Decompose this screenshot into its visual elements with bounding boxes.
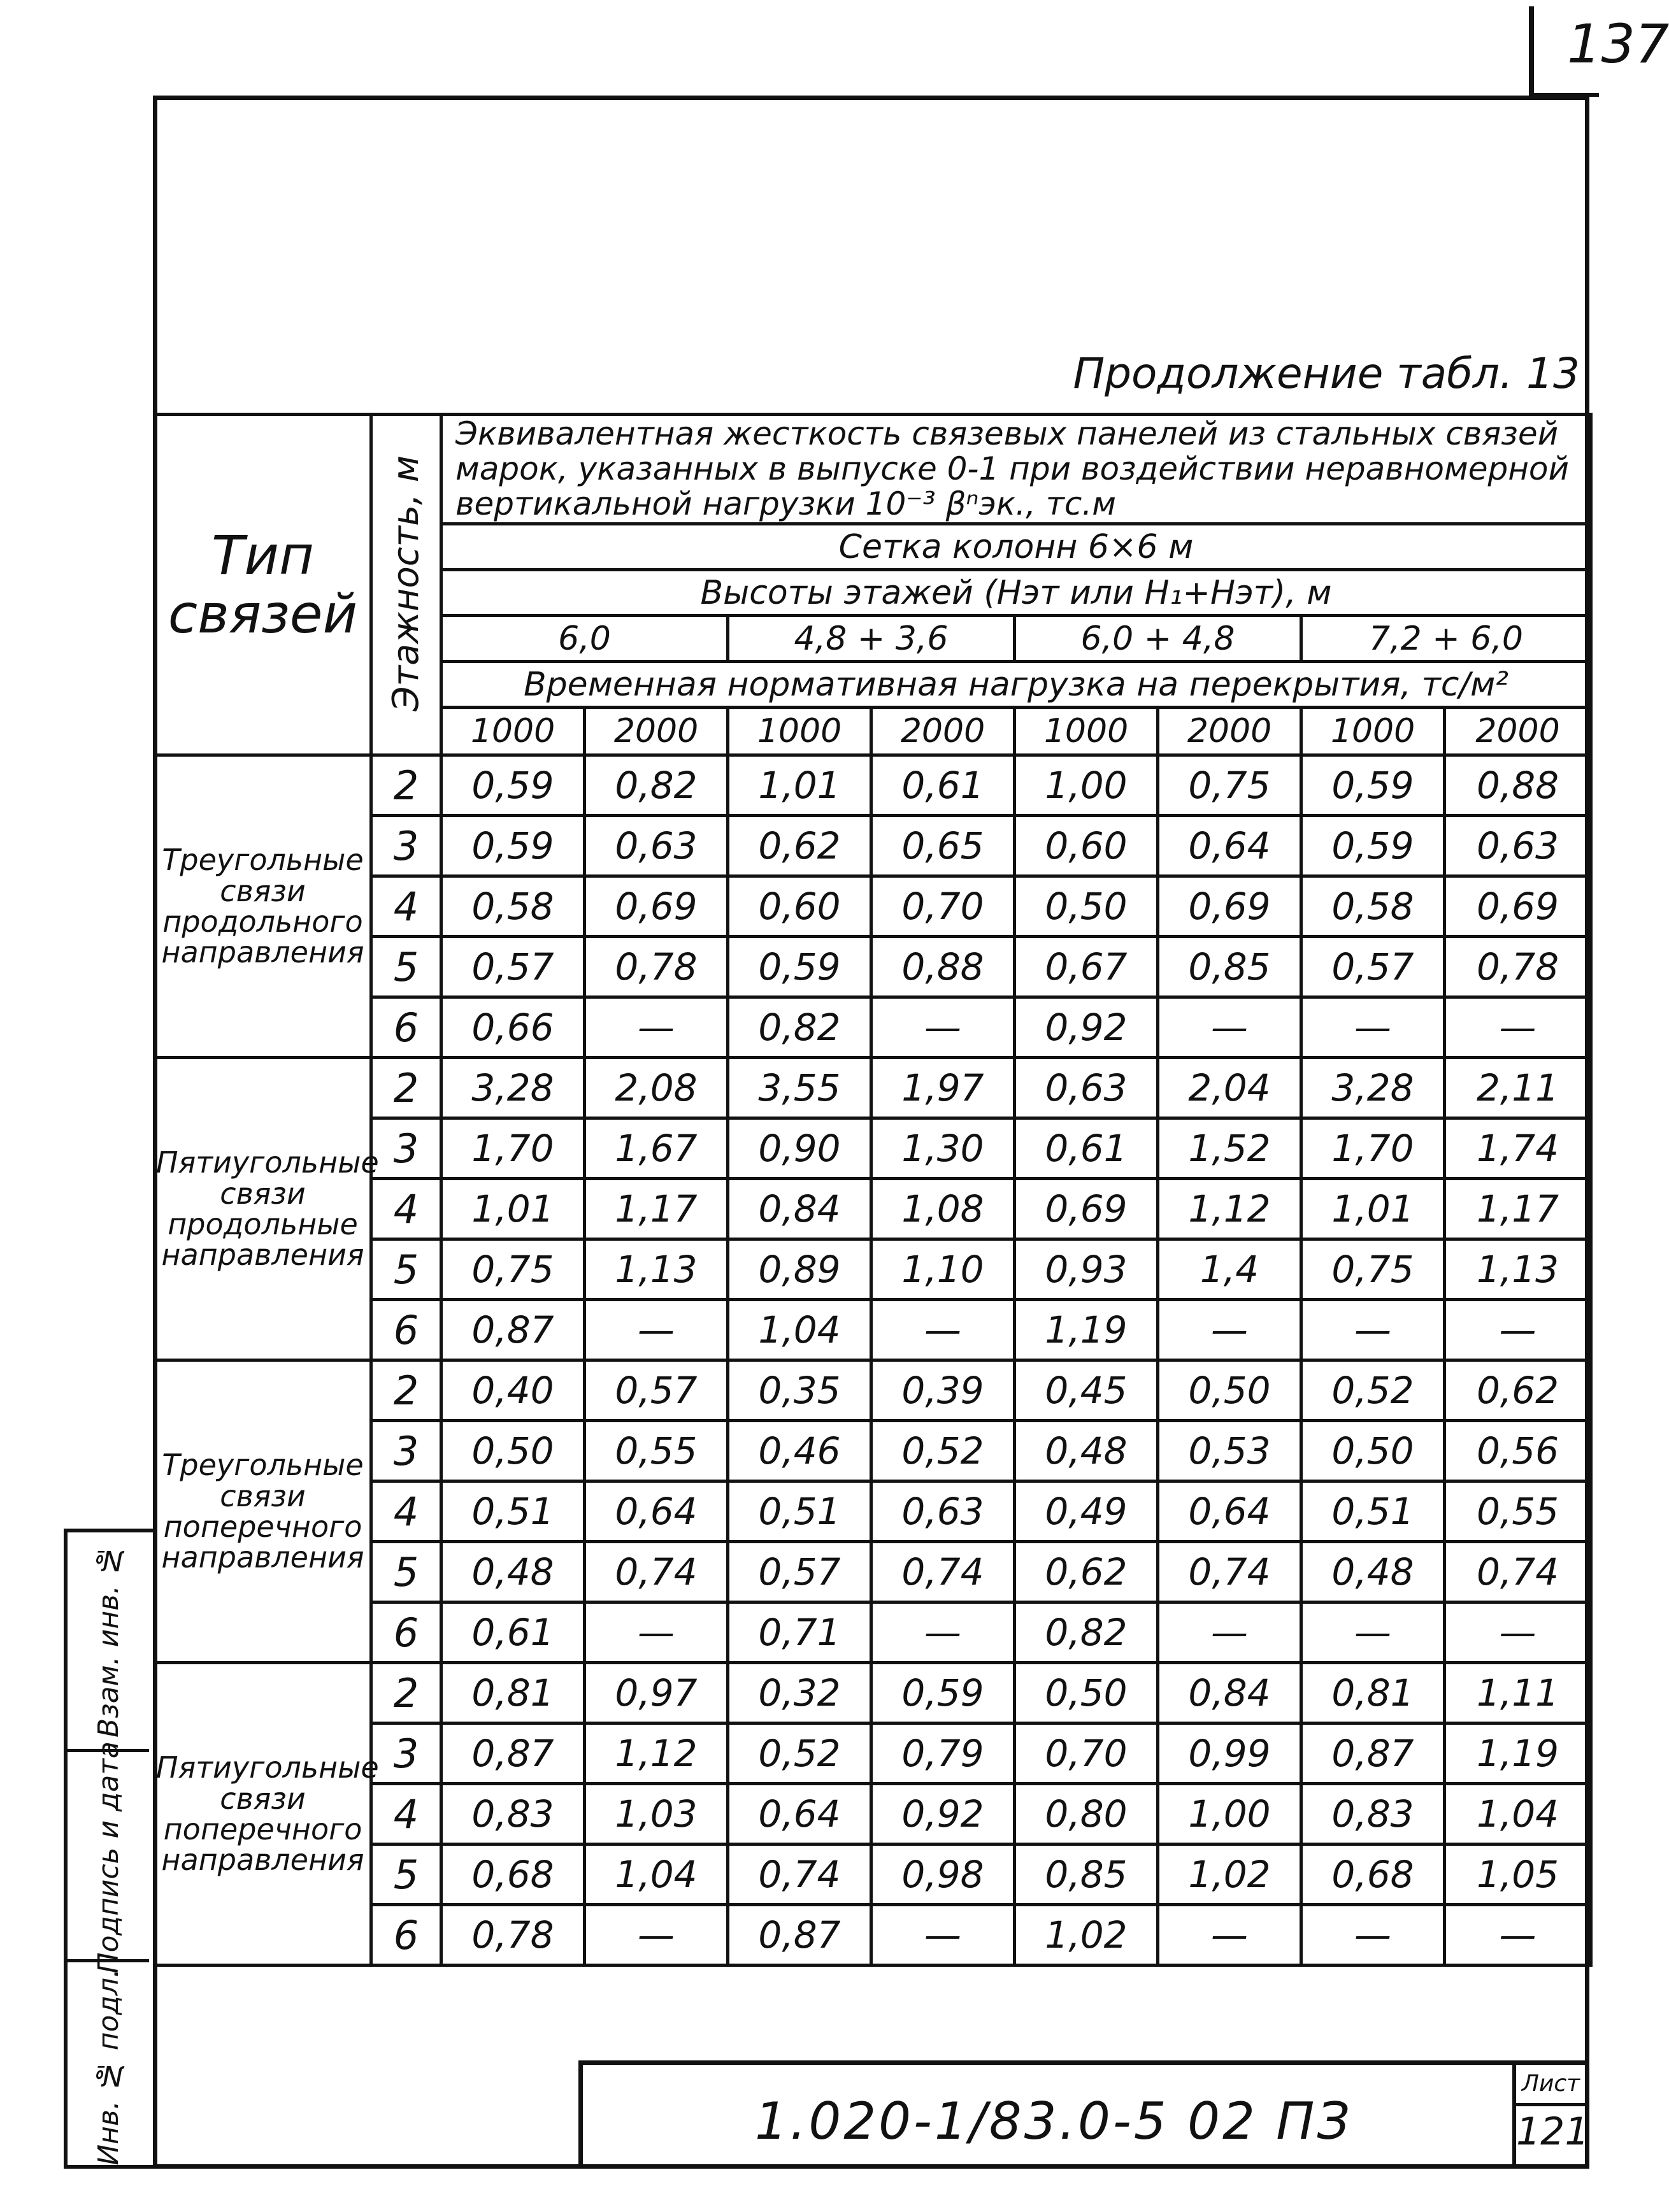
stiffness-value-cell: 0,87 [728, 1905, 871, 1966]
stiffness-value-cell: 0,64 [1158, 1481, 1301, 1542]
stiffness-value-cell: 0,57 [728, 1542, 871, 1602]
side-stamp-strip [64, 1529, 153, 2169]
stiffness-value-cell: 0,70 [871, 876, 1015, 937]
stiffness-value-cell: 0,58 [1301, 876, 1445, 937]
stiffness-value-cell: 1,03 [585, 1784, 728, 1845]
sheet-box [1512, 2065, 1589, 2169]
table-row [155, 1058, 1591, 1118]
page-number-rule [1529, 6, 1534, 96]
stiffness-value-cell: 0,55 [585, 1421, 728, 1481]
stiffness-value-cell: 1,19 [1015, 1300, 1158, 1360]
stiffness-value-cell: 0,74 [1445, 1542, 1591, 1602]
stiffness-value-cell: 0,75 [1301, 1239, 1445, 1300]
stiffness-value-cell: 2,08 [585, 1058, 728, 1118]
stiffness-value-cell: 0,48 [441, 1542, 585, 1602]
stories-cell: 3 [371, 1118, 441, 1179]
stiffness-value-cell: 1,19 [1445, 1723, 1591, 1784]
stiffness-value-cell: 0,70 [1015, 1723, 1158, 1784]
stiffness-value-cell: 0,35 [728, 1360, 871, 1421]
stiffness-value-cell: 1,4 [1158, 1239, 1301, 1300]
stiffness-value-cell: 0,50 [1301, 1421, 1445, 1481]
stories-cell: 3 [371, 1723, 441, 1784]
stiffness-value-cell: 0,59 [871, 1663, 1015, 1723]
stiffness-value-cell: 0,78 [441, 1905, 585, 1966]
stiffness-value-cell: — [1445, 1602, 1591, 1663]
stiffness-value-cell: — [1301, 1602, 1445, 1663]
stiffness-value-cell: 0,56 [1445, 1421, 1591, 1481]
stiffness-value-cell: 1,13 [1445, 1239, 1591, 1300]
stiffness-value-cell: 1,00 [1158, 1784, 1301, 1845]
stiffness-value-cell: 0,74 [728, 1845, 871, 1905]
stiffness-value-cell: 0,89 [728, 1239, 871, 1300]
stiffness-value-cell: 0,50 [1158, 1360, 1301, 1421]
load-value-header: 1000 [441, 708, 585, 755]
stiffness-value-cell: 0,75 [1158, 755, 1301, 816]
stiffness-value-cell: 1,70 [1301, 1118, 1445, 1179]
side-label-original-inv: Инв. № подл. [92, 1969, 125, 2166]
page-number: 137 [1567, 13, 1669, 75]
stiffness-value-cell: — [1301, 1300, 1445, 1360]
stiffness-value-cell: 1,01 [1301, 1179, 1445, 1239]
stiffness-value-cell: — [1301, 997, 1445, 1058]
sheet-number: 121 [1516, 2109, 1589, 2154]
stiffness-value-cell: 0,78 [1445, 937, 1591, 997]
stiffness-value-cell: 0,63 [1445, 816, 1591, 876]
stiffness-value-cell: 0,61 [871, 755, 1015, 816]
stiffness-value-cell: 0,69 [1445, 876, 1591, 937]
stiffness-table [153, 413, 1593, 1967]
stiffness-value-cell: 0,52 [728, 1723, 871, 1784]
load-value-header: 2000 [585, 708, 728, 755]
stiffness-value-cell: 3,55 [728, 1058, 871, 1118]
stiffness-value-cell: — [1158, 1300, 1301, 1360]
stiffness-value-cell: 0,90 [728, 1118, 871, 1179]
stiffness-value-cell: 1,67 [585, 1118, 728, 1179]
load-value-header: 2000 [1445, 708, 1591, 755]
load-value-header: 2000 [1158, 708, 1301, 755]
stiffness-value-cell: 0,32 [728, 1663, 871, 1723]
stiffness-value-cell: 0,83 [441, 1784, 585, 1845]
stiffness-value-cell: 1,00 [1015, 755, 1158, 816]
stiffness-value-cell: 0,64 [728, 1784, 871, 1845]
stiffness-value-cell: 0,87 [441, 1300, 585, 1360]
stiffness-value-cell: 0,84 [1158, 1663, 1301, 1723]
bracing-type-label: Пятиугольные связи поперечного направления [155, 1663, 371, 1966]
stiffness-value-cell: 1,74 [1445, 1118, 1591, 1179]
stories-cell: 2 [371, 1058, 441, 1118]
side-cell-replaced-inv [68, 1532, 149, 1749]
stiffness-value-cell: 1,01 [441, 1179, 585, 1239]
stiffness-value-cell: 0,69 [585, 876, 728, 937]
table-row [155, 1360, 1591, 1421]
stiffness-value-cell: 0,74 [1158, 1542, 1301, 1602]
stiffness-value-cell: 0,88 [871, 937, 1015, 997]
stiffness-value-cell: 1,70 [441, 1118, 585, 1179]
stiffness-value-cell: 0,53 [1158, 1421, 1301, 1481]
stiffness-value-cell: 0,78 [585, 937, 728, 997]
side-cell-original-inv [68, 1959, 149, 2172]
stiffness-value-cell: 0,74 [871, 1542, 1015, 1602]
stiffness-value-cell: 0,71 [728, 1602, 871, 1663]
stiffness-value-cell: — [1445, 1905, 1591, 1966]
stiffness-value-cell: 0,62 [1445, 1360, 1591, 1421]
height-header: 4,8 + 3,6 [728, 616, 1015, 662]
table-row [155, 1663, 1591, 1723]
stiffness-value-cell: 0,67 [1015, 937, 1158, 997]
bracing-type-label: Пятиугольные связи продольные направления [155, 1058, 371, 1360]
stiffness-value-cell: 1,04 [1445, 1784, 1591, 1845]
stiffness-value-cell: 0,48 [1301, 1542, 1445, 1602]
load-header: Временная нормативная нагрузка на перекрытия, тс/м² [441, 662, 1591, 708]
stiffness-value-cell: 0,46 [728, 1421, 871, 1481]
stiffness-value-cell: 0,68 [1301, 1845, 1445, 1905]
stiffness-value-cell: — [585, 997, 728, 1058]
stiffness-value-cell: 0,51 [728, 1481, 871, 1542]
type-header: Тип связей [155, 415, 371, 755]
stiffness-value-cell: 1,01 [728, 755, 871, 816]
stiffness-value-cell: 0,60 [728, 876, 871, 937]
stiffness-value-cell: — [585, 1300, 728, 1360]
stories-cell: 4 [371, 876, 441, 937]
stiffness-value-cell: 0,63 [585, 816, 728, 876]
stiffness-value-cell: 0,49 [1015, 1481, 1158, 1542]
stiffness-value-cell: 0,55 [1445, 1481, 1591, 1542]
side-cell-signature [68, 1741, 149, 1974]
stiffness-value-cell: 1,12 [1158, 1179, 1301, 1239]
stiffness-value-cell: 0,59 [441, 755, 585, 816]
stories-cell: 6 [371, 1300, 441, 1360]
stiffness-value-cell: 0,57 [1301, 937, 1445, 997]
stiffness-value-cell: 1,02 [1158, 1845, 1301, 1905]
stiffness-value-cell: 0,51 [441, 1481, 585, 1542]
stories-cell: 5 [371, 937, 441, 997]
stiffness-value-cell: 1,52 [1158, 1118, 1301, 1179]
stiffness-value-cell: 0,98 [871, 1845, 1015, 1905]
stiffness-value-cell: 1,08 [871, 1179, 1015, 1239]
stiffness-value-cell: 0,64 [585, 1481, 728, 1542]
stiffness-value-cell: 0,84 [728, 1179, 871, 1239]
stiffness-value-cell: 0,39 [871, 1360, 1015, 1421]
stiffness-value-cell: 0,99 [1158, 1723, 1301, 1784]
stories-cell: 6 [371, 1905, 441, 1966]
stiffness-value-cell: 0,50 [1015, 876, 1158, 937]
stiffness-value-cell: 0,59 [441, 816, 585, 876]
stiffness-value-cell: 0,62 [728, 816, 871, 876]
stories-cell: 4 [371, 1481, 441, 1542]
load-value-header: 1000 [1015, 708, 1158, 755]
stiffness-value-cell: 1,17 [585, 1179, 728, 1239]
stiffness-value-cell: — [871, 1602, 1015, 1663]
height-header: 7,2 + 6,0 [1301, 616, 1591, 662]
side-label-signature: Подпись и дата [92, 1741, 125, 1974]
stiffness-value-cell: 0,82 [728, 997, 871, 1058]
stories-cell: 5 [371, 1239, 441, 1300]
bracing-type-label: Треугольные связи продольного направления [155, 755, 371, 1058]
stiffness-value-cell: 0,93 [1015, 1239, 1158, 1300]
stiffness-value-cell: 0,65 [871, 816, 1015, 876]
stiffness-value-cell: — [1158, 1905, 1301, 1966]
stiffness-value-cell: 0,45 [1015, 1360, 1158, 1421]
stories-cell: 5 [371, 1542, 441, 1602]
stiffness-value-cell: 0,48 [1015, 1421, 1158, 1481]
stiffness-value-cell: 1,13 [585, 1239, 728, 1300]
stiffness-value-cell: 0,87 [441, 1723, 585, 1784]
stories-cell: 3 [371, 816, 441, 876]
stiffness-value-cell: — [585, 1905, 728, 1966]
stories-header [371, 415, 441, 755]
stiffness-value-cell: — [871, 997, 1015, 1058]
stiffness-value-cell: 1,17 [1445, 1179, 1591, 1239]
stiffness-value-cell: 0,59 [1301, 816, 1445, 876]
stiffness-value-cell: 0,59 [728, 937, 871, 997]
stiffness-value-cell: 0,81 [1301, 1663, 1445, 1723]
stiffness-value-cell: 1,10 [871, 1239, 1015, 1300]
load-value-header: 2000 [871, 708, 1015, 755]
stiffness-value-cell: 0,79 [871, 1723, 1015, 1784]
stiffness-value-cell: — [585, 1602, 728, 1663]
stiffness-value-cell: 1,04 [585, 1845, 728, 1905]
title-block [578, 2060, 1589, 2169]
stiffness-value-cell: 0,61 [441, 1602, 585, 1663]
stiffness-value-cell: 1,04 [728, 1300, 871, 1360]
stiffness-value-cell: 1,11 [1445, 1663, 1591, 1723]
stiffness-value-cell: 0,97 [585, 1663, 728, 1723]
stiffness-value-cell: 0,81 [441, 1663, 585, 1723]
stiffness-value-cell: 0,63 [1015, 1058, 1158, 1118]
stories-cell: 2 [371, 755, 441, 816]
stories-cell: 6 [371, 997, 441, 1058]
stiffness-value-cell: 0,69 [1158, 876, 1301, 937]
stiffness-value-cell: 1,30 [871, 1118, 1015, 1179]
stiffness-value-cell: 0,52 [1301, 1360, 1445, 1421]
load-value-header: 1000 [1301, 708, 1445, 755]
sheet-label: Лист [1516, 2065, 1586, 2106]
stiffness-value-cell: 0,62 [1015, 1542, 1158, 1602]
stiffness-value-cell: 0,60 [1015, 816, 1158, 876]
stiffness-value-cell: 0,92 [871, 1784, 1015, 1845]
table-row [155, 755, 1591, 816]
stiffness-value-cell: 0,74 [585, 1542, 728, 1602]
stiffness-value-cell: 0,57 [441, 937, 585, 997]
stories-cell: 4 [371, 1784, 441, 1845]
stiffness-value-cell: — [1158, 1602, 1301, 1663]
stiffness-value-cell: 0,80 [1015, 1784, 1158, 1845]
stories-cell: 2 [371, 1360, 441, 1421]
stiffness-value-cell: 0,51 [1301, 1481, 1445, 1542]
table-continuation-caption: Продолжение табл. 13 [1073, 349, 1580, 398]
stiffness-value-cell: 3,28 [441, 1058, 585, 1118]
stiffness-value-cell: 0,64 [1158, 816, 1301, 876]
stiffness-value-cell: 0,61 [1015, 1118, 1158, 1179]
height-header: 6,0 [441, 616, 728, 662]
stiffness-value-cell: 0,83 [1301, 1784, 1445, 1845]
stiffness-value-cell: — [871, 1905, 1015, 1966]
stiffness-value-cell: 1,05 [1445, 1845, 1591, 1905]
stiffness-value-cell: 0,52 [871, 1421, 1015, 1481]
stiffness-value-cell: 0,69 [1015, 1179, 1158, 1239]
stiffness-value-cell: 0,87 [1301, 1723, 1445, 1784]
floor-heights-header: Высоты этажей (Нэт или Н₁+Нэт), м [441, 570, 1591, 616]
stiffness-value-cell: 0,58 [441, 876, 585, 937]
bracing-type-label: Треугольные связи поперечного направления [155, 1360, 371, 1663]
stiffness-value-cell: 1,02 [1015, 1905, 1158, 1966]
stiffness-value-cell: 0,92 [1015, 997, 1158, 1058]
document-code: 1.020-1/83.0-5 02 ПЗ [755, 2092, 1352, 2151]
stiffness-value-cell: — [1158, 997, 1301, 1058]
stiffness-value-cell: 0,68 [441, 1845, 585, 1905]
stories-cell: 6 [371, 1602, 441, 1663]
stiffness-value-cell: 1,12 [585, 1723, 728, 1784]
table-description: Эквивалентная жесткость связевых панелей из стальных связей марок, указанных в выпуске 0-1 при воздействии неравномерной вертикальной нагрузки 10⁻³ βⁿэк., тс.м [441, 415, 1591, 524]
stiffness-value-cell: — [1445, 1300, 1591, 1360]
stiffness-value-cell: 0,66 [441, 997, 585, 1058]
height-header: 6,0 + 4,8 [1015, 616, 1301, 662]
column-grid-header: Сетка колонн 6×6 м [441, 524, 1591, 570]
stiffness-value-cell: 0,40 [441, 1360, 585, 1421]
stiffness-value-cell: 0,57 [585, 1360, 728, 1421]
stiffness-value-cell: 0,75 [441, 1239, 585, 1300]
stiffness-value-cell: 0,85 [1158, 937, 1301, 997]
stiffness-value-cell: 0,88 [1445, 755, 1591, 816]
stiffness-value-cell: 3,28 [1301, 1058, 1445, 1118]
stiffness-value-cell: 0,63 [871, 1481, 1015, 1542]
stiffness-value-cell: 0,50 [441, 1421, 585, 1481]
side-label-replaced-inv: Взам. инв. № [92, 1544, 125, 1737]
stories-header-label: Этажность, м [385, 455, 427, 711]
stiffness-value-cell: 0,59 [1301, 755, 1445, 816]
load-value-header: 1000 [728, 708, 871, 755]
stories-cell: 5 [371, 1845, 441, 1905]
stories-cell: 2 [371, 1663, 441, 1723]
stiffness-value-cell: 2,04 [1158, 1058, 1301, 1118]
stiffness-value-cell: — [871, 1300, 1015, 1360]
stiffness-value-cell: — [1445, 997, 1591, 1058]
stiffness-value-cell: 1,97 [871, 1058, 1015, 1118]
stiffness-value-cell: — [1301, 1905, 1445, 1966]
stories-cell: 3 [371, 1421, 441, 1481]
stiffness-value-cell: 0,50 [1015, 1663, 1158, 1723]
stories-cell: 4 [371, 1179, 441, 1239]
stiffness-value-cell: 0,85 [1015, 1845, 1158, 1905]
stiffness-value-cell: 0,82 [1015, 1602, 1158, 1663]
stiffness-value-cell: 0,82 [585, 755, 728, 816]
stiffness-value-cell: 2,11 [1445, 1058, 1591, 1118]
